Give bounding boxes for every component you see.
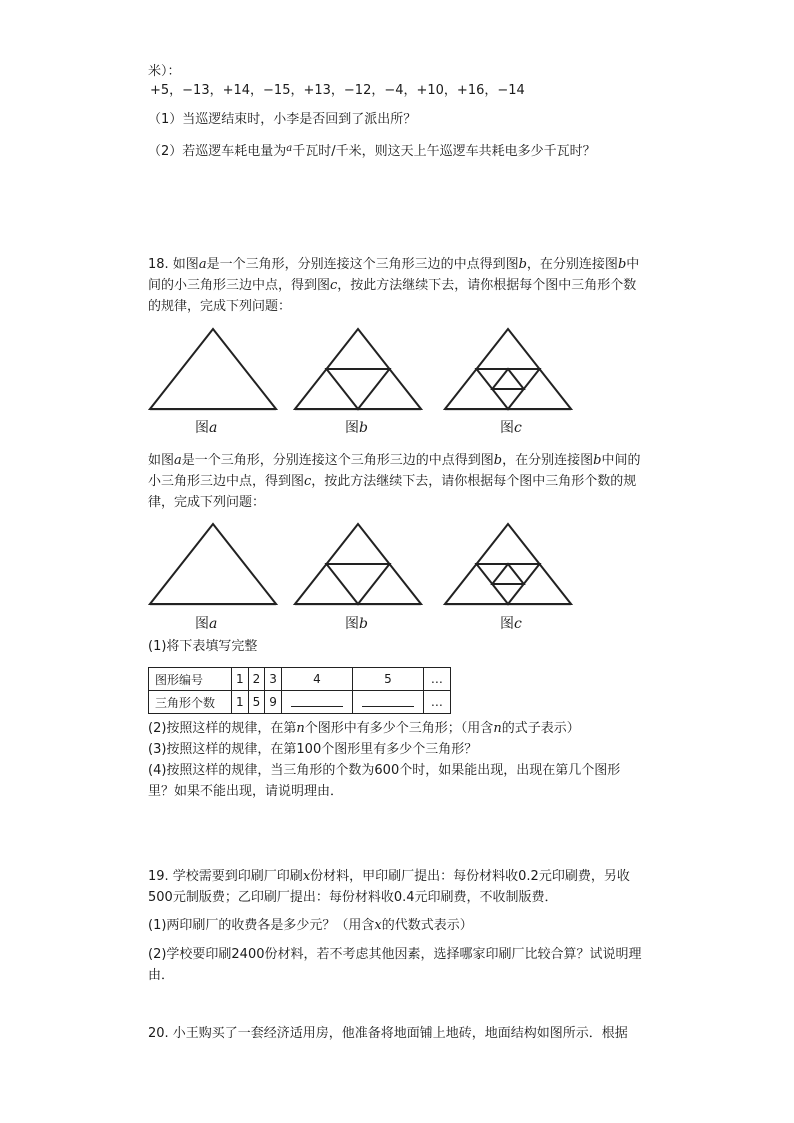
table-header-triangle-count: 三角形个数 bbox=[149, 691, 232, 714]
table-cell: 5 bbox=[352, 668, 423, 691]
q18-task2: (2)按照这样的规律，在第n个图形中有多少个三角形；（用含n的式子表示） bbox=[148, 721, 580, 736]
q19-part2-line1: (2)学校要印刷2400份材料，若不考虑其他因素，选择哪家印刷厂比较合算？试说明理 bbox=[148, 947, 642, 962]
answer-blank-5[interactable] bbox=[352, 691, 423, 714]
table-cell: … bbox=[423, 691, 450, 714]
q17-values: +5，−13，+14，−15，+13，−12，−4，+10，+16，−14 bbox=[150, 83, 525, 98]
q18-intro1-line3: 的规律，完成下列问题： bbox=[148, 299, 292, 314]
table-cell: 9 bbox=[265, 691, 282, 714]
q18-intro2-line1: 如图a是一个三角形，分别连接这个三角形三边的中点得到图b，在分别连接图b中间的 bbox=[148, 453, 641, 468]
caption-b-1: 图b bbox=[345, 420, 368, 436]
caption-a-1: 图a bbox=[195, 420, 218, 436]
q18-task1: (1)将下表填写完整 bbox=[148, 639, 258, 654]
caption-a-2: 图a bbox=[195, 616, 218, 632]
q18-intro2-line3: 律，完成下列问题： bbox=[148, 495, 266, 510]
figure-b-1 bbox=[293, 327, 423, 411]
q18-intro2-line2: 小三角形三边中点，得到图c，按此方法继续下去，请你根据每个图中三角形个数的规 bbox=[148, 474, 637, 489]
table-cell: 5 bbox=[248, 691, 265, 714]
table-row bbox=[149, 691, 451, 714]
table-cell: 1 bbox=[232, 691, 249, 714]
q17-part1: （1）当巡逻结束时，小李是否回到了派出所？ bbox=[148, 112, 417, 127]
q19-line1: 19. 学校需要到印刷厂印刷x份材料，甲印刷厂提出：每份材料收0.2元印刷费，另收 bbox=[148, 869, 630, 884]
caption-b-2: 图b bbox=[345, 616, 368, 632]
q18-task3: (3)按照这样的规律，在第100个图形里有多少个三角形？ bbox=[148, 742, 478, 757]
triangle-count-table bbox=[148, 667, 451, 714]
q18-task4-line2: 里？如果不能出现，请说明理由． bbox=[148, 784, 344, 799]
answer-blank-4[interactable] bbox=[281, 691, 352, 714]
figure-a-2 bbox=[148, 522, 278, 606]
q19-part2-line2: 由． bbox=[148, 968, 175, 983]
q17-part2: （2）若巡逻车耗电量为$^a$千瓦时/千米，则这天上午巡逻车共耗电多少千瓦时？ bbox=[148, 143, 596, 159]
table-cell: … bbox=[423, 668, 450, 691]
figure-a-1 bbox=[148, 327, 278, 411]
table-cell: 3 bbox=[265, 668, 282, 691]
figure-c-2 bbox=[443, 522, 573, 606]
caption-c-1: 图c bbox=[500, 420, 522, 436]
figure-c-1 bbox=[443, 327, 573, 411]
q18-intro1-line2: 间的小三角形三边中点，得到图c，按此方法继续下去，请你根据每个图中三角形个数 bbox=[148, 278, 637, 293]
figure-b-2 bbox=[293, 522, 423, 606]
table-cell: 4 bbox=[281, 668, 352, 691]
table-header-figure-number: 图形编号 bbox=[149, 668, 232, 691]
q17-tail: 米）： bbox=[148, 64, 181, 79]
caption-c-2: 图c bbox=[500, 616, 522, 632]
table-cell: 1 bbox=[232, 668, 249, 691]
table-row bbox=[149, 668, 451, 691]
q19-line2: 500元制版费；乙印刷厂提出：每份材料收0.4元印刷费，不收制版费． bbox=[148, 890, 558, 905]
table-cell: 2 bbox=[248, 668, 265, 691]
q18-task4-line1: (4)按照这样的规律，当三角形的个数为600个时，如果能出现，出现在第几个图形 bbox=[148, 763, 621, 778]
q18-intro1-line1: 18. 如图a是一个三角形，分别连接这个三角形三边的中点得到图b，在分别连接图b中 bbox=[148, 257, 640, 272]
q19-part1: (1)两印刷厂的收费各是多少元？（用含x的代数式表示） bbox=[148, 918, 473, 933]
q20-line1: 20. 小王购买了一套经济适用房，他准备将地面铺上地砖，地面结构如图所示．根据 bbox=[148, 1026, 628, 1041]
